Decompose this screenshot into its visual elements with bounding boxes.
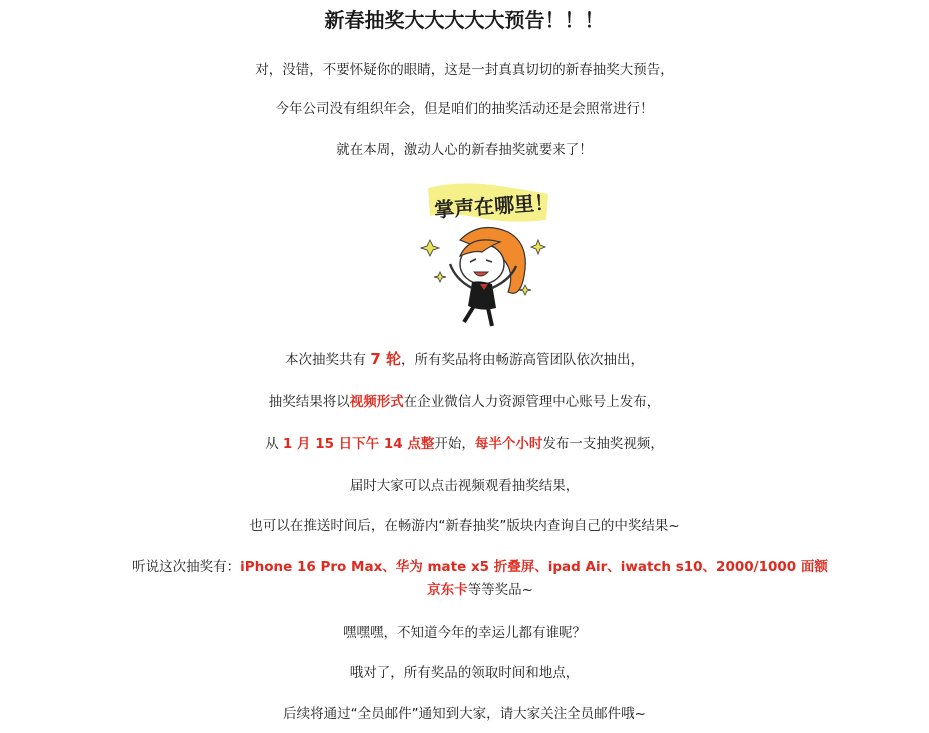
result-text-post: 在企业微信人力资源管理中心账号上发布，: [403, 394, 661, 410]
illustration-caption: 掌声在哪里！: [433, 189, 555, 223]
intro-line-1: 对，没错，不要怀疑你的眼睛，这是一封真真切切的新春抽奖大预告，: [255, 62, 674, 78]
applause-cartoon-icon: [420, 180, 555, 330]
watch-line: 届时大家可以点击视频观看抽奖结果，: [349, 478, 580, 494]
time-text-post: 发布一支抽奖视频，: [542, 436, 664, 452]
time-line: [0, 434, 929, 454]
interval: 每半个小时: [474, 436, 543, 452]
result-line: [0, 392, 929, 412]
query-line: 也可以在推送时间后，在畅游内“新春抽奖”版块内查询自己的中奖结果~: [249, 518, 680, 534]
time-text-pre: 从: [265, 436, 283, 452]
result-format: 视频形式: [349, 394, 404, 410]
rounds-text-post: ，所有奖品将由畅游高管团队依次抽出，: [400, 352, 644, 368]
prizes-text-pre: 听说这次抽奖有：: [132, 559, 241, 575]
intro-line-2: 今年公司没有组织年会，但是咱们的抽奖活动还是会照常进行！: [275, 101, 654, 117]
rounds-text-pre: 本次抽奖共有: [285, 352, 371, 368]
closing-line-2: 哦对了，所有奖品的领取时间和地点，: [349, 665, 580, 681]
closing-line-3: 后续将通过“全员邮件”通知到大家，请大家关注全员邮件哦~: [283, 706, 646, 722]
rounds-count: 7 轮: [370, 350, 401, 368]
page-title: 新春抽奖大大大大大预告！！！: [324, 8, 605, 32]
prize-list: iPhone 16 Pro Max、华为 mate x5 折叠屏、ipad Air、iwatch s10、2000/1000 面额京东卡: [240, 559, 828, 598]
result-text-pre: 抽奖结果将以: [268, 394, 350, 410]
closing-line-1: 嘿嘿嘿，不知道今年的幸运儿都有谁呢？: [343, 625, 586, 641]
prizes-text-post: 等等奖品~: [467, 582, 533, 598]
prizes-paragraph: [130, 556, 830, 602]
intro-line-3: 就在本周，激动人心的新春抽奖就要来了！: [336, 142, 593, 158]
start-time: 1 月 15 日下午 14 点整: [282, 436, 435, 452]
time-text-mid: 开始，: [434, 436, 475, 452]
rounds-line: [0, 349, 929, 370]
